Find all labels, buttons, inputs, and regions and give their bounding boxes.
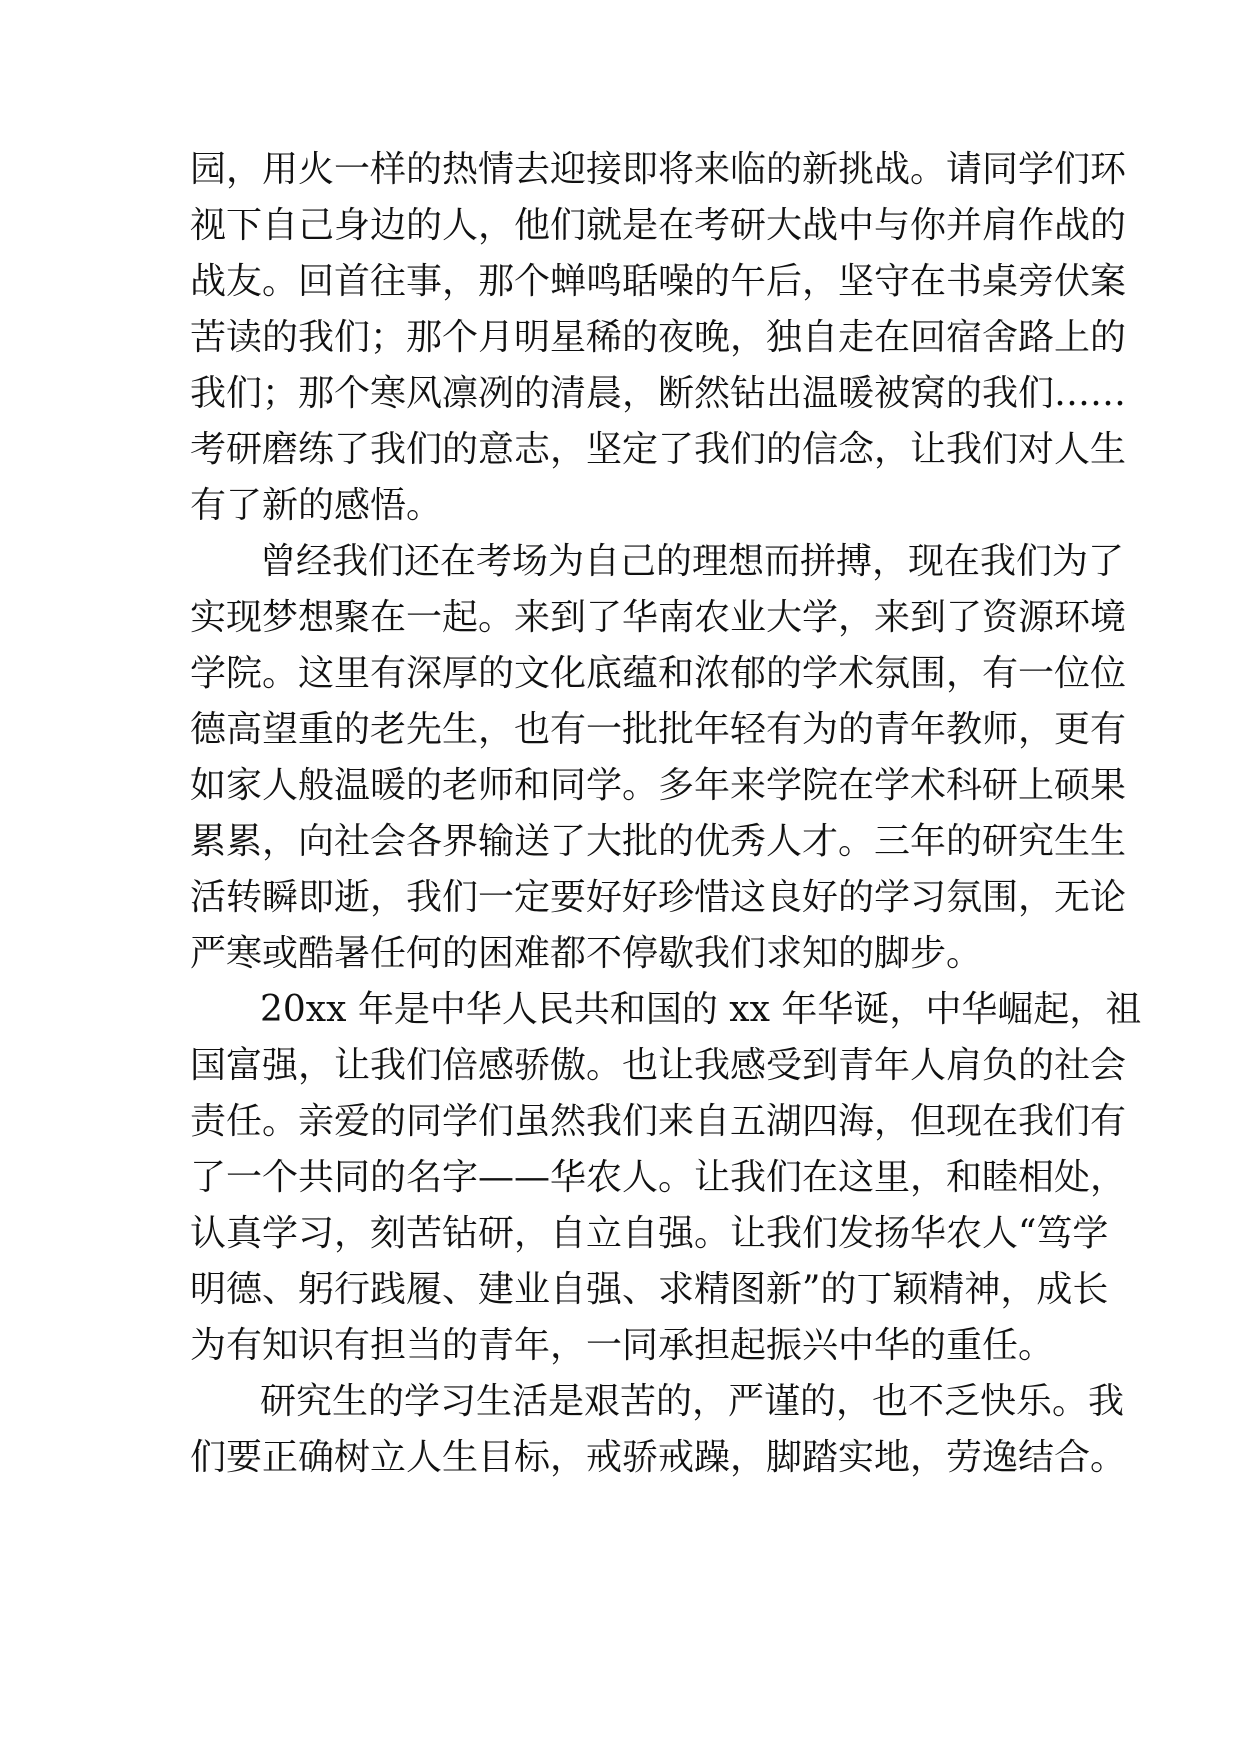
text-line: 我们；那个寒风凛冽的清晨，断然钻出温暖被窝的我们……	[190, 373, 1127, 414]
text-line: 认真学习，刻苦钻研，自立自强。让我们发扬华农人“笃学	[190, 1213, 1109, 1254]
text-line: 国富强，让我们倍感骄傲。也让我感受到青年人肩负的社会	[190, 1045, 1127, 1086]
text-line: 为有知识有担当的青年，一同承担起振兴中华的重任。	[190, 1325, 1055, 1366]
text-line: 活转瞬即逝，我们一定要好好珍惜这良好的学习氛围，无论	[190, 877, 1127, 918]
text-line: 们要正确树立人生目标，戒骄戒躁，脚踏实地，劳逸结合。	[190, 1437, 1127, 1478]
text-line: 研究生的学习生活是艰苦的，严谨的，也不乏快乐。我	[260, 1381, 1125, 1422]
text-line: 责任。亲爱的同学们虽然我们来自五湖四海，但现在我们有	[190, 1101, 1127, 1142]
text-line: 考研磨练了我们的意志，坚定了我们的信念，让我们对人生	[190, 429, 1127, 470]
text-line: 20xx 年是中华人民共和国的 xx 年华诞，中华崛起，祖	[260, 989, 1142, 1030]
text-line: 如家人般温暖的老师和同学。多年来学院在学术科研上硕果	[190, 765, 1127, 806]
text-line: 实现梦想聚在一起。来到了华南农业大学，来到了资源环境	[190, 597, 1127, 638]
text-line: 视下自己身边的人，他们就是在考研大战中与你并肩作战的	[190, 205, 1127, 246]
text-line: 苦读的我们；那个月明星稀的夜晚，独自走在回宿舍路上的	[190, 317, 1127, 358]
text-line: 战友。回首往事，那个蝉鸣聒噪的午后，坚守在书桌旁伏案	[190, 261, 1127, 302]
text-line: 有了新的感悟。	[190, 485, 443, 526]
text-line: 了一个共同的名字——华农人。让我们在这里，和睦相处，	[190, 1157, 1127, 1198]
text-line: 德高望重的老先生，也有一批批年轻有为的青年教师，更有	[190, 709, 1127, 750]
text-line: 学院。这里有深厚的文化底蕴和浓郁的学术氛围，有一位位	[190, 653, 1127, 694]
text-line: 园，用火一样的热情去迎接即将来临的新挑战。请同学们环	[190, 149, 1127, 190]
text-line: 曾经我们还在考场为自己的理想而拼搏，现在我们为了	[260, 541, 1125, 582]
text-line: 明德、躬行践履、建业自强、求精图新”的丁颖精神，成长	[190, 1269, 1109, 1310]
text-line: 严寒或酷暑任何的困难都不停歇我们求知的脚步。	[190, 933, 983, 974]
text-line: 累累，向社会各界输送了大批的优秀人才。三年的研究生生	[190, 821, 1127, 862]
